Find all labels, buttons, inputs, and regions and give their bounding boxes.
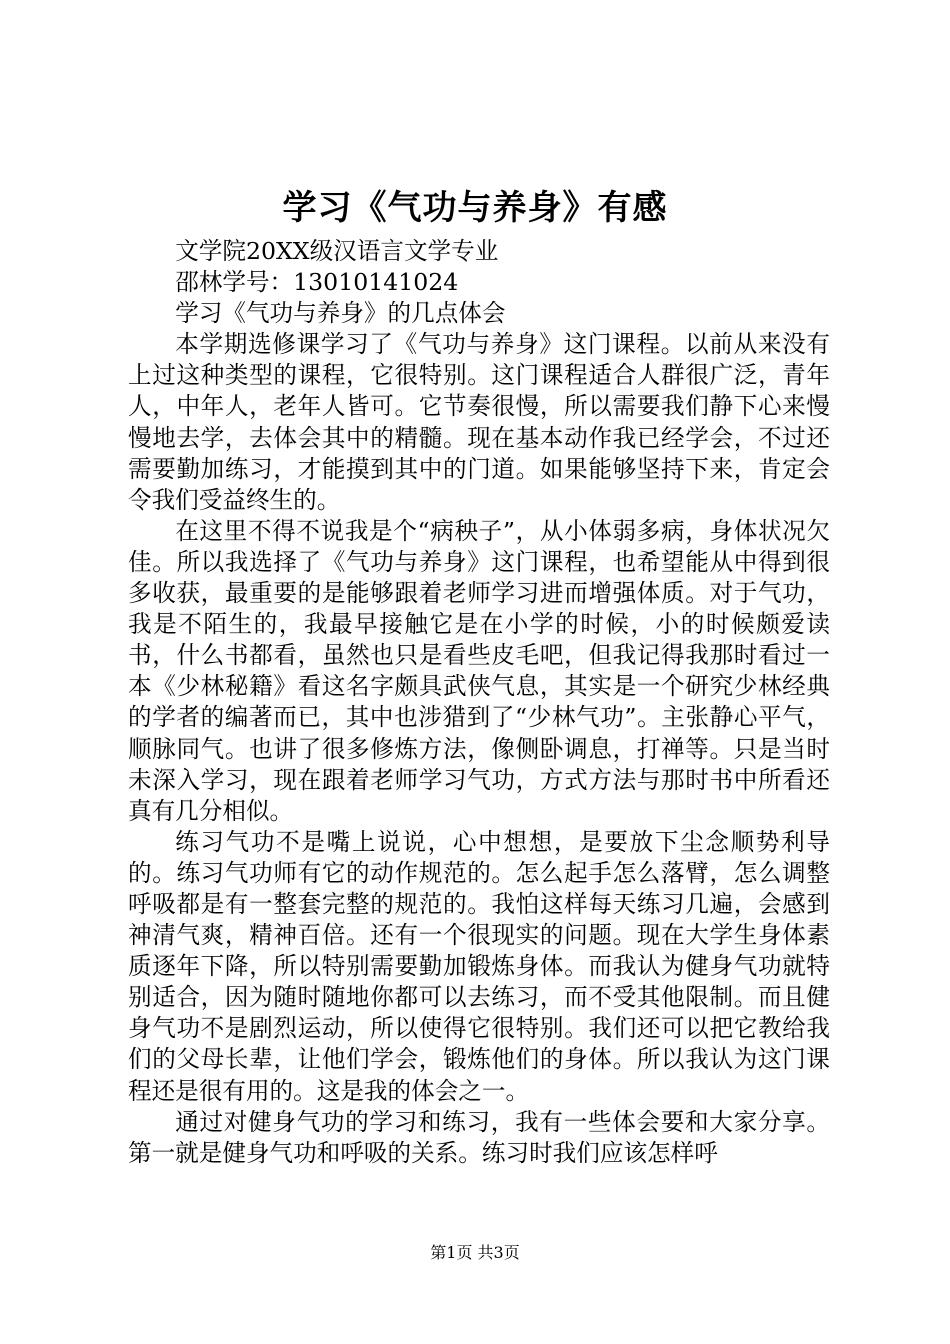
student-line: 邵林学号：13010141024	[175, 268, 459, 297]
paragraph-2: 在这里不得不说我是个“病秧子”，从小体弱多病，身体状况欠佳。所以我选择了《气功与养身》这门课程，也希望能从中得到很多收获，最重要的是能够跟着老师学习进而增强体质。对于气功，我是不陌生的，我最早接触它是在小学的时候，小的时候颇爱读书，什么书都看，虽然也只是看些皮毛吧，但我记得我那时看过一本《少林秘籍》看这名字颇具武侠气息，其实是一个研究少林经典的学者的编著而已，其中也涉猎到了“少林气功”。主张静心平气，顺脉同气。也讲了很多修炼方法，像侧卧调息，打禅等。只是当时未深入学习，现在跟着老师学习气功，方式方法与那时书中所看还真有几分相似。	[128, 516, 830, 825]
paragraph-4: 通过对健身气功的学习和练习，我有一些体会要和大家分享。第一就是健身气功和呼吸的关系。练习时我们应该怎样呼	[128, 1107, 830, 1167]
paragraph-1: 本学期选修课学习了《气功与养身》这门课程。以前从来没有上过这种类型的课程，它很特别。这门课程适合人群很广泛，青年人，中年人，老年人皆可。它节奏很慢，所以需要我们静下心来慢慢地去学，去体会其中的精髓。现在基本动作我已经学会，不过还需要勤加练习，才能摸到其中的门道。如果能够坚持下来，肯定会令我们受益终生的。	[128, 330, 830, 514]
subtitle-line: 学习《气功与养身》的几点体会	[175, 299, 506, 328]
document-title: 学习《气功与养身》有感	[282, 188, 668, 228]
document-body	[128, 236, 830, 1169]
author-line: 文学院20XX级汉语言文学专业	[175, 237, 499, 265]
paragraph-3: 练习气功不是嘴上说说，心中想想，是要放下尘念顺势利导的。练习气功师有它的动作规范的。怎么起手怎么落臂，怎么调整呼吸都是有一整套完整的规范的。我怕这样每天练习几遍，会感到神清气爽，精神百倍。还有一个很现实的问题。现在大学生身体素质逐年下降，所以特别需要勤加锻炼身体。而我认为健身气功就特别适合，因为随时随地你都可以去练习，而不受其他限制。而且健身气功不是剧烈运动，所以使得它很特别。我们还可以把它教给我们的父母长辈，让他们学会，锻炼他们的身体。所以我认为这门课程还是很有用的。这是我的体会之一。	[128, 827, 830, 1105]
page-footer: 第1页 共3页	[430, 1243, 520, 1262]
